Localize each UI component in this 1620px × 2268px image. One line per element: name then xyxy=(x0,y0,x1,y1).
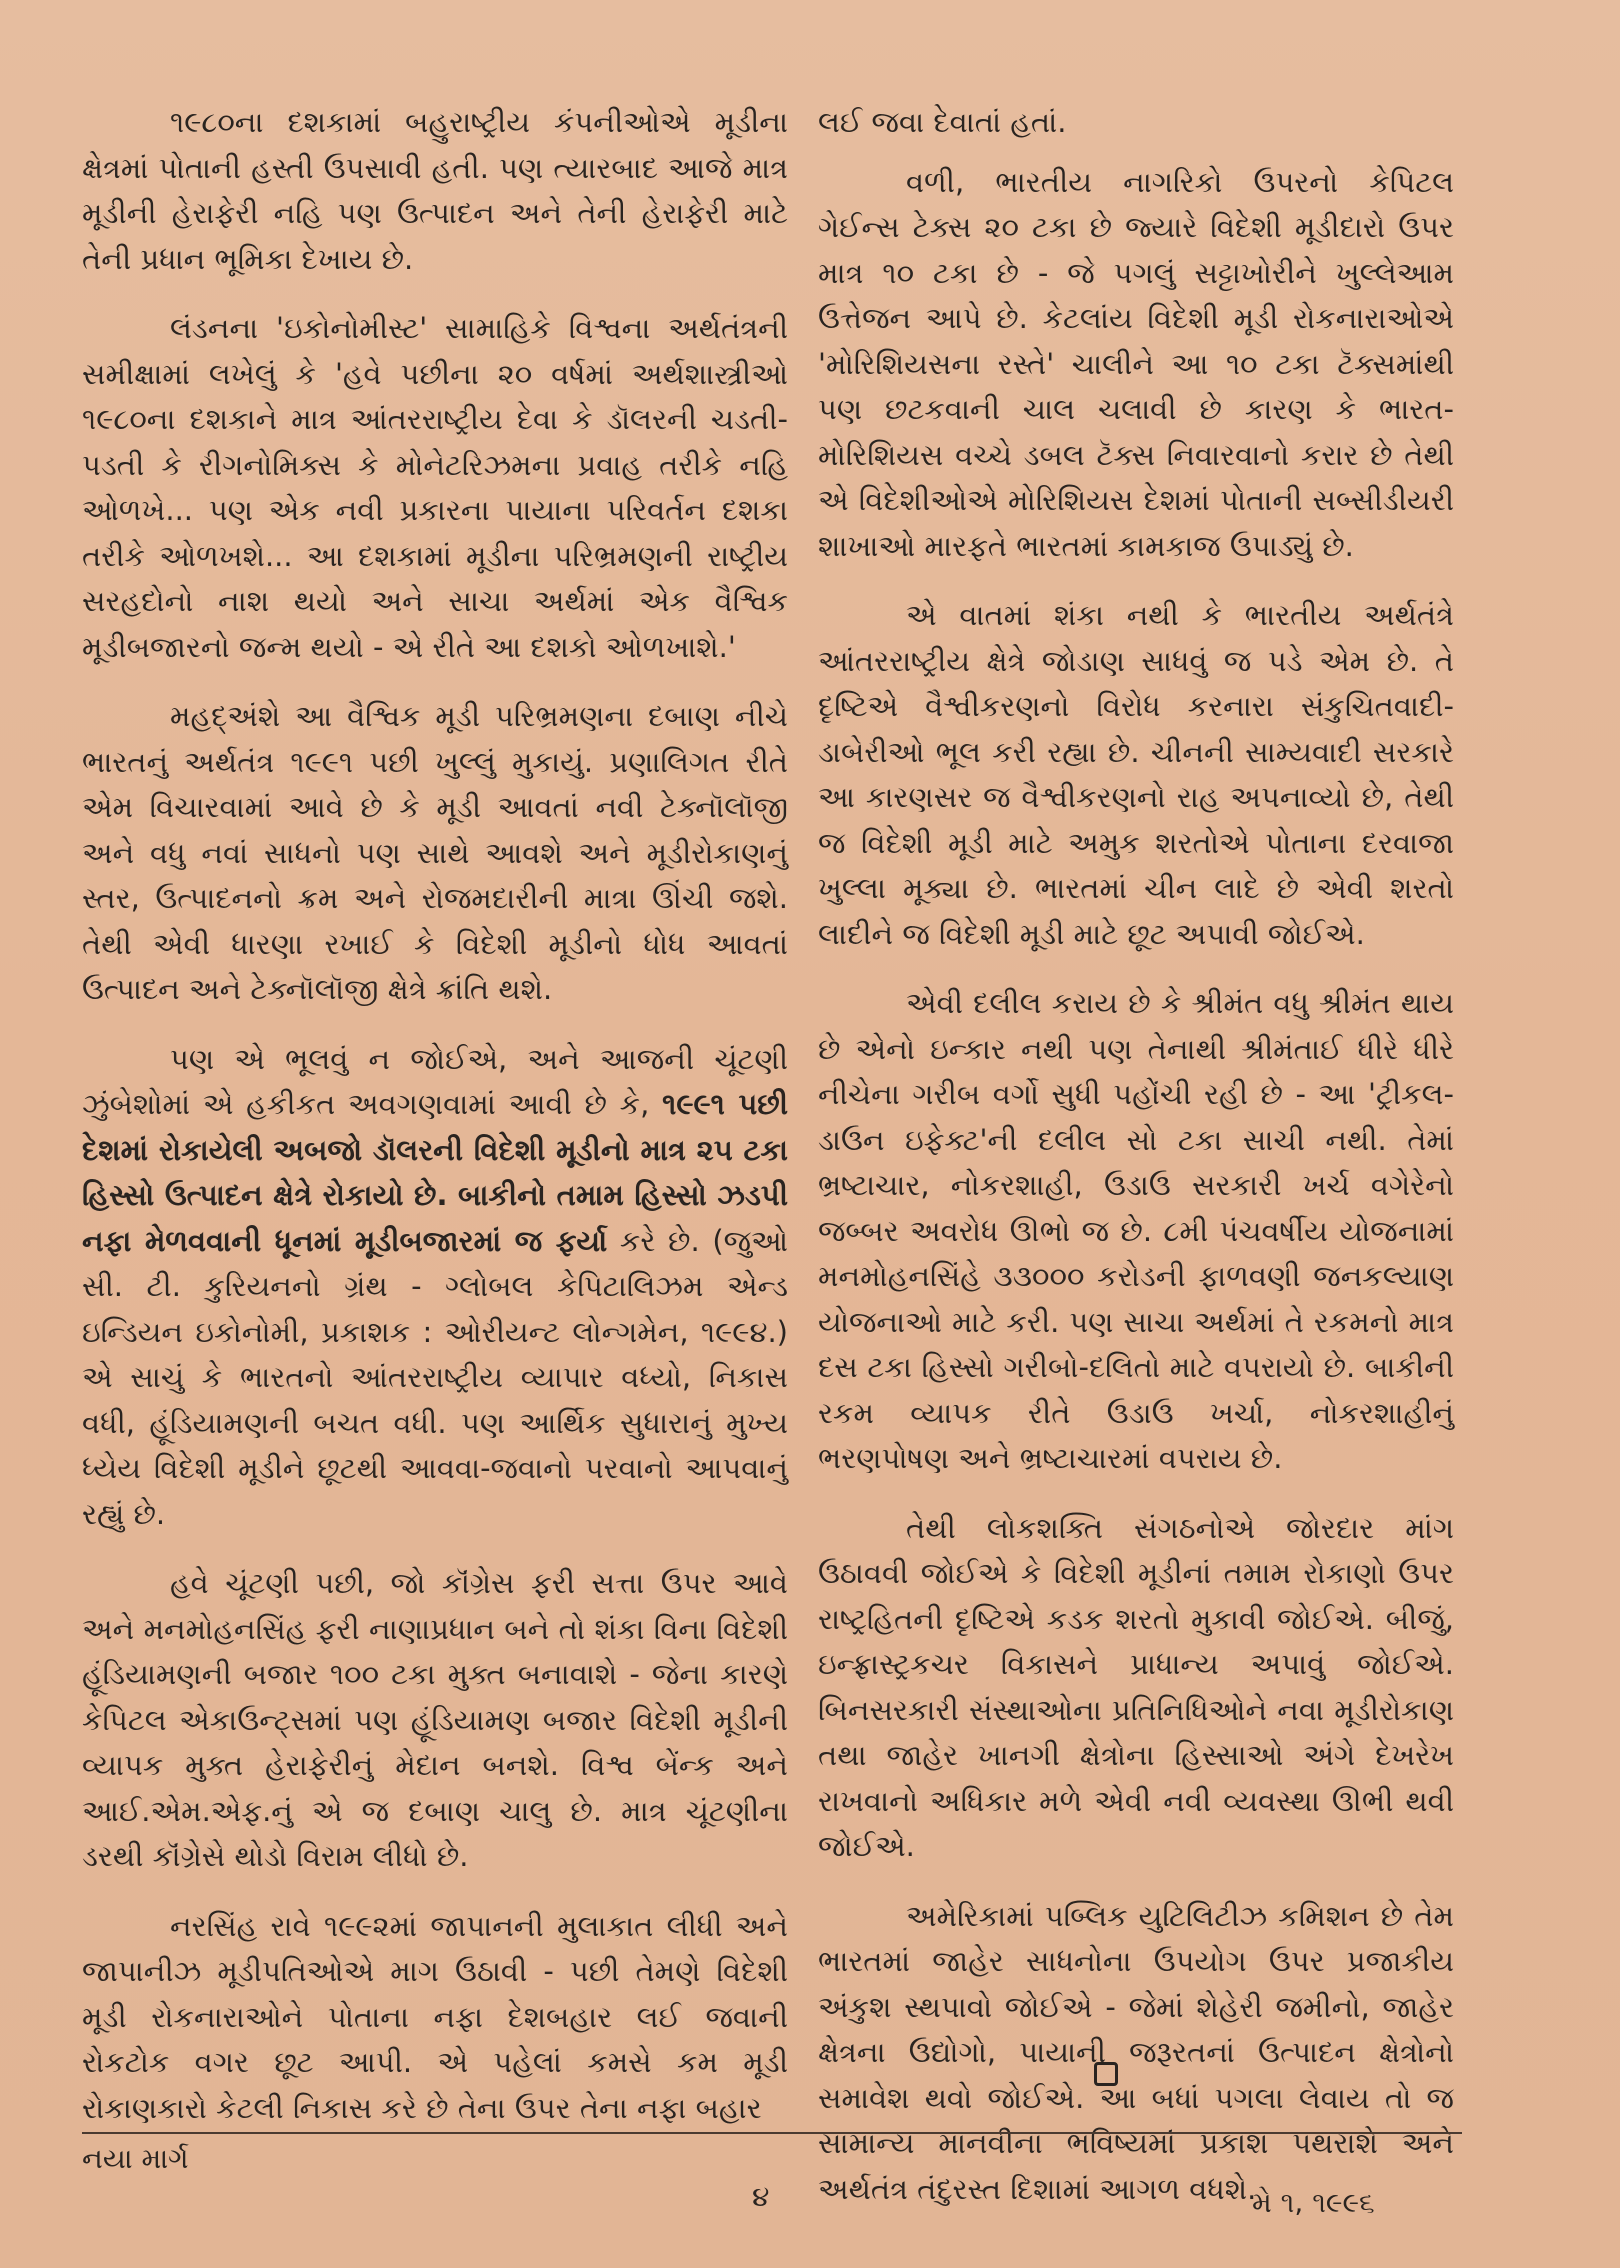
paragraph-4: પણ એ ભૂલવું ન જોઈએ, અને આજની ચૂંટણી ઝુંબેશોમાં એ હકીકત અવગણવામાં આવી છે કે, ૧૯૯૧ પછી દેશમાં રોકાયેલી અબજો ડૉલરની વિદેશી મૂડીનો માત્ર ૨૫ ટકા હિસ્સો ઉત્પાદન ક્ષેત્રે રોકાયો છે. બાકીનો તમામ હિસ્સો ઝડપી નફા મેળવવાની ધૂનમાં મૂડીબજારમાં જ ફર્યા કરે છે. (જુઓ સી. ટી. કુરિયનનો ગ્રંથ - ગ્લોબલ કેપિટાલિઝમ એન્ડ ઇન્ડિયન ઇકોનોમી, પ્રકાશક : ઓરીયન્ટ લોન્ગમેન, ૧૯૯૪.) એ સાચું કે ભારતનો આંતરરાષ્ટ્રીય વ્યાપાર વધ્યો, નિકાસ વધી, હૂંડિયામણની બચત વધી. પણ આર્થિક સુધારાનું મુખ્ય ધ્યેય વિદેશી મૂડીને છૂટથી આવવા-જવાનો પરવાનો આપવાનું રહ્યું છે. xyxy=(82,1041,788,1531)
article-left-column xyxy=(82,100,788,2145)
paragraph-7: વળી, ભારતીય નાગરિકો ઉપરનો કેપિટલ ગેઈન્સ ટેક્સ ૨૦ ટકા છે જ્યારે વિદેશી મૂડીદારો ઉપર માત્ર ૧૦ ટકા છે - જે પગલું સટ્ટાખોરીને ખુલ્લેઆમ ઉત્તેજન આપે છે. કેટલાંય વિદેશી મૂડી રોકનારાઓએ 'મોરિશિયસના રસ્તે' ચાલીને આ ૧૦ ટકા ટૅક્સમાંથી પણ છટકવાની ચાલ ચલાવી છે કારણ કે ભારત-મોરિશિયસ વચ્ચે ડબલ ટૅક્સ નિવારવાનો કરાર છે તેથી એ વિદેશીઓએ મોરિશિયસ દેશમાં પોતાની સબ્સીડીયરી શાખાઓ મારફતે ભારતમાં કામકાજ ઉપાડ્યું છે. xyxy=(818,164,1454,563)
paragraph-3: મહદ્અંશે આ વૈશ્વિક મૂડી પરિભ્રમણના દબાણ નીચે ભારતનું અર્થતંત્ર ૧૯૯૧ પછી ખુલ્લું મુકાયું. પ્રણાલિગત રીતે એમ વિચારવામાં આવે છે કે મૂડી આવતાં નવી ટેક્નૉલૉજી અને વધુ નવાં સાધનો પણ સાથે આવશે અને મૂડીરોકાણનું સ્તર, ઉત્પાદનનો ક્રમ અને રોજમદારીની માત્રા ઊંચી જશે. તેથી એવી ધારણા રખાઈ કે વિદેશી મૂડીનો ધોધ આવતાં ઉત્પાદન અને ટેક્નૉલૉજી ક્ષેત્રે ક્રાંતિ થશે. xyxy=(82,699,788,1006)
issue-date: મે ૧, ૧૯૯૬ xyxy=(1252,2186,1375,2219)
page-number: ૪ xyxy=(752,2180,770,2213)
paragraph-6-continued: લઈ જવા દેવાતાં હતાં. xyxy=(818,105,1067,139)
paragraph-9: એવી દલીલ કરાય છે કે શ્રીમંત વધુ શ્રીમંત થાય છે એનો ઇન્કાર નથી પણ તેનાથી શ્રીમંતાઈ ધીરે ધીરે નીચેના ગરીબ વર્ગો સુધી પહોંચી રહી છે - આ 'ટ્રીકલ-ડાઉન ઇફેક્ટ'ની દલીલ સો ટકા સાચી નથી. તેમાં ભ્રષ્ટાચાર, નોકરશાહી, ઉડાઉ સરકારી ખર્ચ વગેરેનો જબ્બર અવરોધ ઊભો જ છે. ૮મી પંચવર્ષીય યોજનામાં મનમોહનસિંહે ૩૩૦૦૦ કરોડની ફાળવણી જનકલ્યાણ યોજનાઓ માટે કરી. પણ સાચા અર્થમાં તે રકમનો માત્ર દસ ટકા હિસ્સો ગરીબો-દલિતો માટે વપરાયો છે. બાકીની રકમ વ્યાપક રીતે ઉડાઉ ખર્ચા, નોકરશાહીનું ભરણપોષણ અને ભ્રષ્ટાચારમાં વપરાય છે. xyxy=(818,986,1454,1475)
paragraph-1: ૧૯૮૦ના દશકામાં બહુરાષ્ટ્રીય કંપનીઓએ મૂડીના ક્ષેત્રમાં પોતાની હસ્તી ઉપસાવી હતી. પણ ત્યારબાદ આજે માત્ર મૂડીની હેરાફેરી નહિ પણ ઉત્પાદન અને તેની હેરાફેરી માટે તેની પ્રધાન ભૂમિકા દેખાય છે. xyxy=(82,105,788,276)
article-right-column xyxy=(818,100,1454,2236)
article-end-square-icon xyxy=(1094,2062,1118,2086)
paragraph-10: તેથી લોકશક્તિ સંગઠનોએ જોરદાર માંગ ઉઠાવવી જોઈએ કે વિદેશી મૂડીનાં તમામ રોકાણો ઉપર રાષ્ટ્રહિતની દૃષ્ટિએ કડક શરતો મુકાવી જોઈએ. બીજું, ઇન્ફ્રાસ્ટ્રકચર વિકાસને પ્રાધાન્ય અપાવું જોઈએ. બિનસરકારી સંસ્થાઓના પ્રતિનિધિઓને નવા મૂડીરોકાણ તથા જાહેર ખાનગી ક્ષેત્રોના હિસ્સાઓ અંગે દેખરેખ રાખવાનો અધિકાર મળે એવી નવી વ્યવસ્થા ઊભી થવી જોઈએ. xyxy=(818,1510,1454,1863)
emphasized-passage: ૧૯૯૧ પછી દેશમાં રોકાયેલી અબજો ડૉલરની વિદેશી મૂડીનો માત્ર ૨૫ ટકા હિસ્સો ઉત્પાદન ક્ષેત્રે રોકાયો છે. બાકીનો તમામ હિસ્સો ઝડપી નફા મેળવવાની ધૂનમાં મૂડીબજારમાં જ ફર્યા xyxy=(82,1087,788,1258)
magazine-name: નયા માર્ગ xyxy=(82,2142,189,2175)
paragraph-8: એ વાતમાં શંકા નથી કે ભારતીય અર્થતંત્રે આંતરરાષ્ટ્રીય ક્ષેત્રે જોડાણ સાધવું જ પડે એમ છે. તે દૃષ્ટિએ વૈશ્વીકરણનો વિરોધ કરનારા સંકુચિતવાદી-ડાબેરીઓ ભૂલ કરી રહ્યા છે. ચીનની સામ્યવાદી સરકારે આ કારણસર જ વૈશ્વીકરણનો રાહ અપનાવ્યો છે, તેથી જ વિદેશી મૂડી માટે અમુક શરતોએ પોતાના દરવાજા ખુલ્લા મૂક્યા છે. ભારતમાં ચીન લાદે છે એવી શરતો લાદીને જ વિદેશી મૂડી માટે છૂટ અપાવી જોઈએ. xyxy=(818,598,1454,951)
paragraph-11: અમેરિકામાં પબ્લિક યુટિલિટીઝ કમિશન છે તેમ ભારતમાં જાહેર સાધનોના ઉપયોગ ઉપર પ્રજાકીય અંકુશ સ્થપાવો જોઈએ - જેમાં શેહેરી જમીનો, જાહેર ક્ષેત્રના ઉદ્યોગો, પાયાની જરૂરતનાં ઉત્પાદન ક્ષેત્રોનો સમાવેશ થવો જોઈએ. આ બધાં પગલા લેવાય તો જ સામાન્ય માનવીના ભવિષ્યમાં પ્રકાશ પથરાશે અને અર્થતંત્ર તંદુરસ્ત દિશામાં આગળ વધશે. xyxy=(818,1898,1454,2206)
footer-divider xyxy=(82,2132,1462,2134)
paragraph-2: લંડનના 'ઇકોનોમીસ્ટ' સામાહિકે વિશ્વના અર્થતંત્રની સમીક્ષામાં લખેલું કે 'હવે પછીના ૨૦ વર્ષમાં અર્થશાસ્ત્રીઓ ૧૯૮૦ના દશકાને માત્ર આંતરરાષ્ટ્રીય દેવા કે ડૉલરની ચડતી-પડતી કે રીગનોમિક્સ કે મોનેટરિઝમના પ્રવાહ તરીકે નહિ ઓળખે... પણ એક નવી પ્રકારના પાયાના પરિવર્તન દશકા તરીકે ઓળખશે... આ દશકામાં મૂડીના પરિભ્રમણની રાષ્ટ્રીય સરહદોનો નાશ થયો અને સાચા અર્થમાં એક વૈશ્વિક મૂડીબજારનો જન્મ થયો - એ રીતે આ દશકો ઓળખાશે.' xyxy=(82,311,788,664)
paragraph-5: હવે ચૂંટણી પછી, જો કૉંગ્રેસ ફરી સત્તા ઉપર આવે અને મનમોહનસિંહ ફરી નાણાપ્રધાન બને તો શંકા વિના વિદેશી હૂંડિયામણની બજાર ૧૦૦ ટકા મુક્ત બનાવાશે - જેના કારણે કેપિટલ એકાઉન્ટ્સમાં પણ હૂંડિયામણ બજાર વિદેશી મૂડીની વ્યાપક મુક્ત હેરાફેરીનું મેદાન બનશે. વિશ્વ બેંન્ક અને આઈ.એમ.એફ.નું એ જ દબાણ ચાલુ છે. માત્ર ચૂંટણીના ડરથી કૉંગ્રેસે થોડો વિરામ લીધો છે. xyxy=(82,1566,788,1873)
paragraph-6: નરસિંહ રાવે ૧૯૯૨માં જાપાનની મુલાકાત લીધી અને જાપાનીઝ મૂડીપતિઓએ માગ ઉઠાવી - પછી તેમણે વિદેશી મૂડી રોકનારાઓને પોતાના નફા દેશબહાર લઈ જવાની રોકટોક વગર છૂટ આપી. એ પહેલાં કમસે કમ મૂડી રોકાણકારો કેટલી નિકાસ કરે છે તેના ઉપર તેના નફા બહાર xyxy=(82,1908,788,2125)
